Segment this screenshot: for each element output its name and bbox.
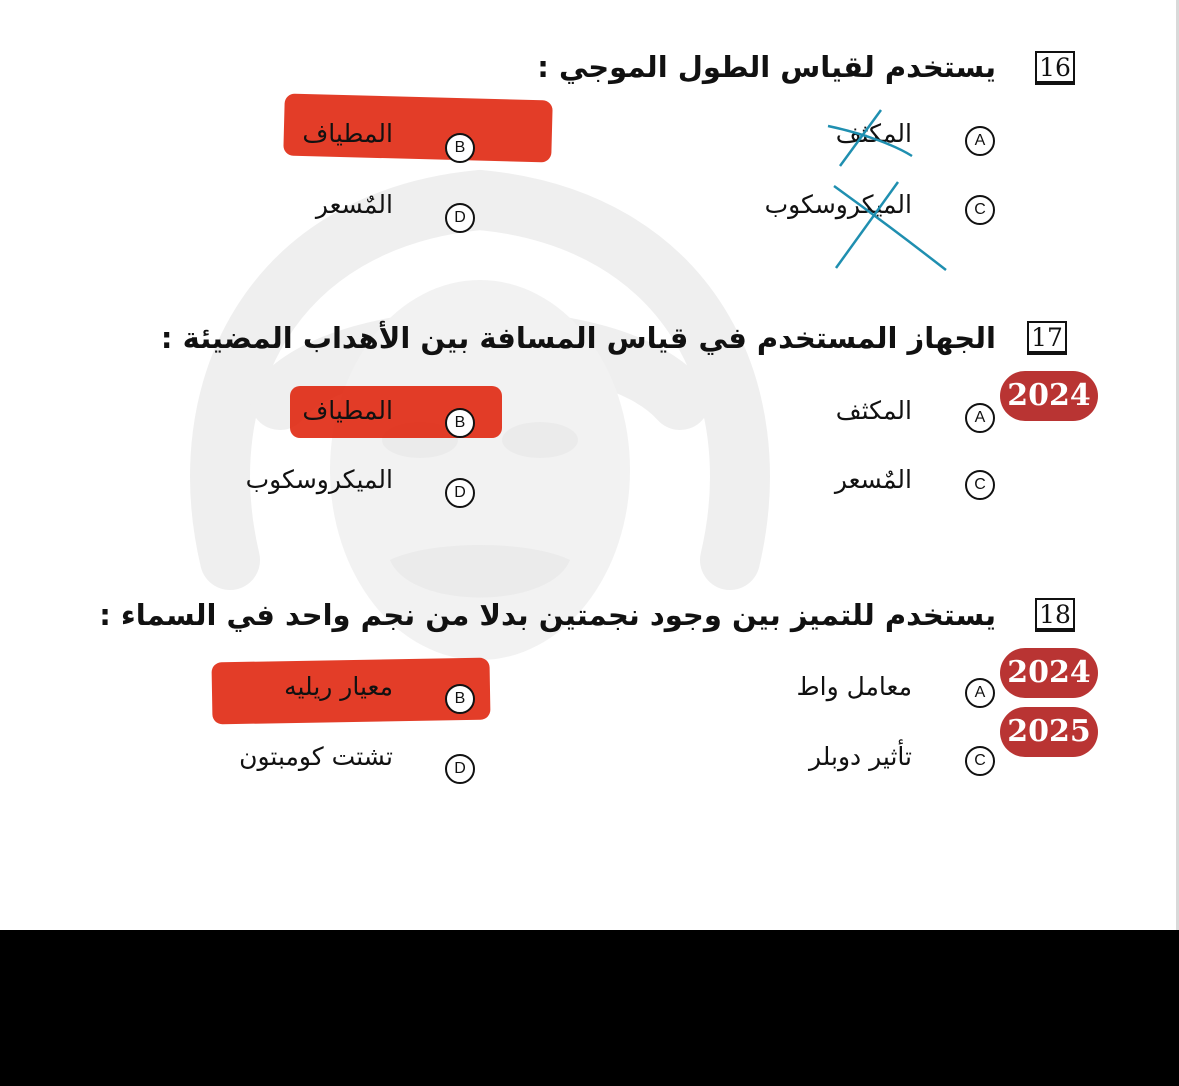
- year-badge-18-2024: 2024: [1000, 648, 1098, 698]
- question-number-17: 17: [1027, 321, 1067, 355]
- option-17-c-text[interactable]: المٌسعر: [834, 465, 912, 494]
- option-16-a-marker[interactable]: A: [965, 126, 995, 156]
- option-17-d-marker[interactable]: D: [445, 478, 475, 508]
- option-18-a-marker[interactable]: A: [965, 678, 995, 708]
- option-17-a-marker[interactable]: A: [965, 403, 995, 433]
- question-text-17: الجهاز المستخدم في قياس المسافة بين الأهداب المضيئة :: [160, 321, 996, 355]
- option-18-b-text[interactable]: معيار ريليه: [284, 672, 393, 701]
- option-18-c-marker[interactable]: C: [965, 746, 995, 776]
- option-18-b-marker[interactable]: B: [445, 684, 475, 714]
- question-text-16: يستخدم لقياس الطول الموجي :: [537, 50, 996, 84]
- option-16-a-text[interactable]: المكثف: [835, 119, 912, 148]
- option-16-d-text[interactable]: المٌسعر: [315, 190, 393, 219]
- option-16-b-text[interactable]: المطياف: [302, 119, 393, 148]
- option-17-d-text[interactable]: الميكروسكوب: [245, 465, 393, 494]
- option-16-b-marker[interactable]: B: [445, 133, 475, 163]
- question-number-16: 16: [1035, 51, 1075, 85]
- option-18-c-text[interactable]: تأثير دوبلر: [808, 742, 912, 771]
- option-16-d-marker[interactable]: D: [445, 203, 475, 233]
- option-17-b-text[interactable]: المطياف: [302, 396, 393, 425]
- option-16-c-text[interactable]: الميكروسكوب: [764, 190, 912, 219]
- strike-mark-16-c: [830, 172, 955, 282]
- option-17-b-marker[interactable]: B: [445, 408, 475, 438]
- option-18-a-text[interactable]: معامل واط: [796, 672, 912, 701]
- question-number-18: 18: [1035, 598, 1075, 632]
- option-17-a-text[interactable]: المكثف: [835, 396, 912, 425]
- option-18-d-marker[interactable]: D: [445, 754, 475, 784]
- bottom-black-area: [0, 930, 1179, 1086]
- option-17-c-marker[interactable]: C: [965, 470, 995, 500]
- option-16-c-marker[interactable]: C: [965, 195, 995, 225]
- question-text-18: يستخدم للتميز بين وجود نجمتين بدلا من نجم واحد في السماء :: [99, 598, 996, 632]
- year-badge-18-2025: 2025: [1000, 707, 1098, 757]
- strike-mark-16-a: [826, 104, 926, 174]
- year-badge-17-2024: 2024: [1000, 371, 1098, 421]
- option-18-d-text[interactable]: تشتت كومبتون: [239, 742, 393, 771]
